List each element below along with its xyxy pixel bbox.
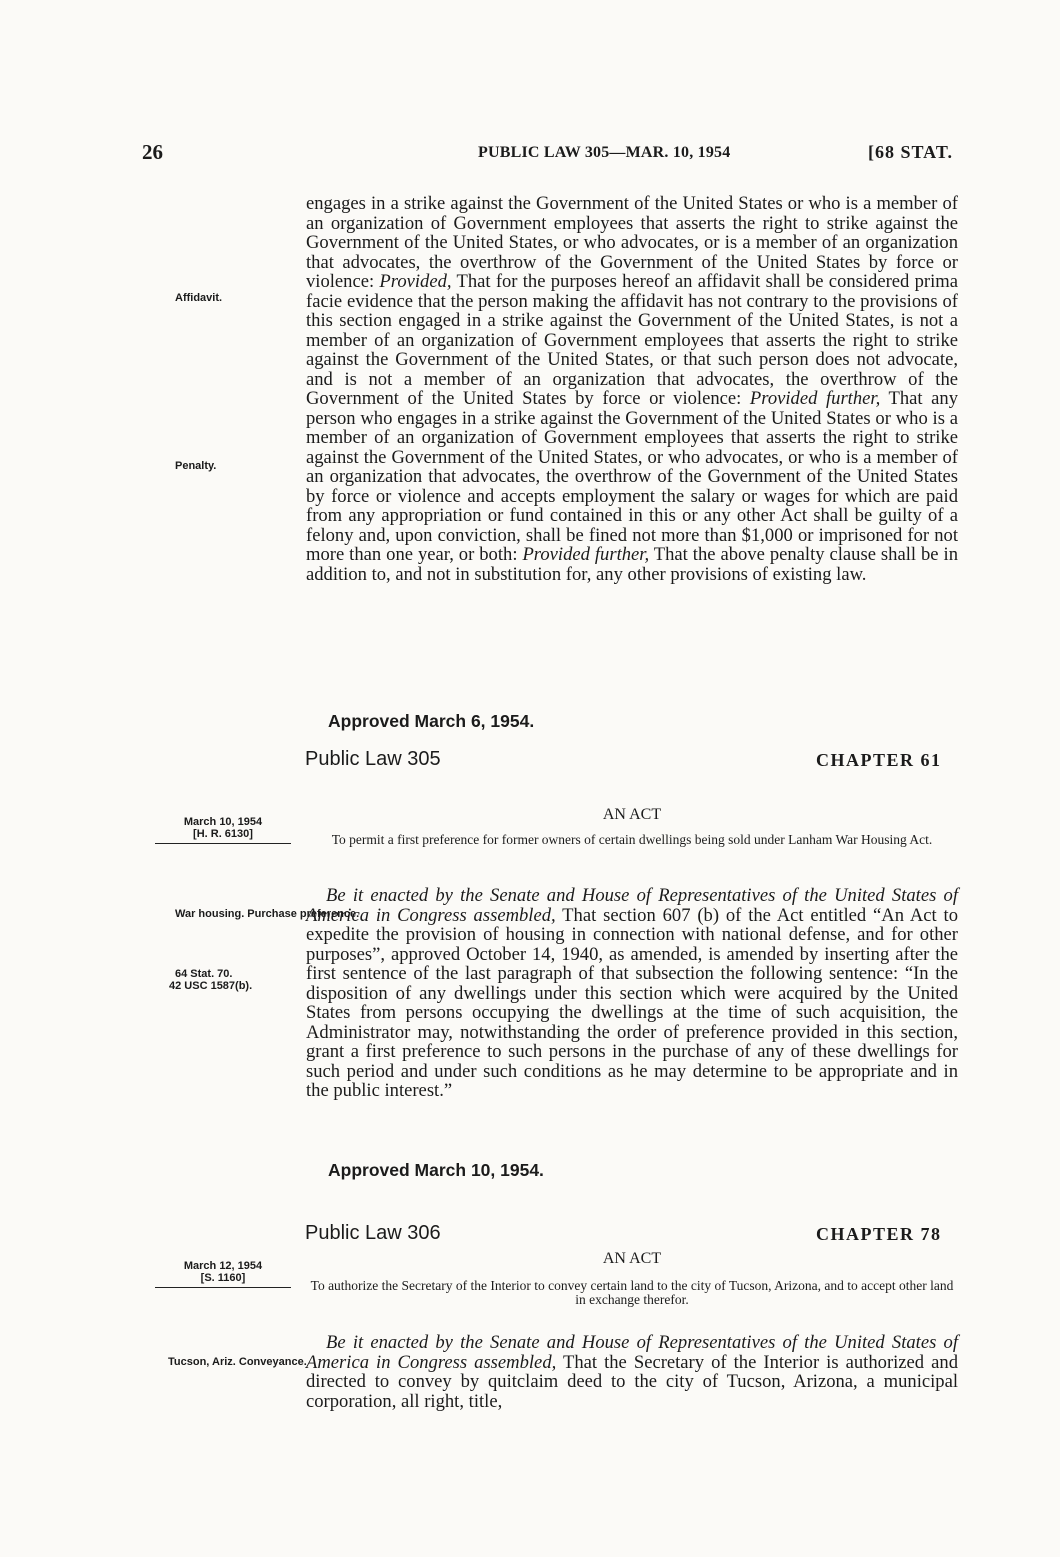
- margin-note-tucson: Tucson, Ariz. Conveyance.: [168, 1356, 307, 1368]
- margin-note-affidavit: Affidavit.: [175, 292, 223, 304]
- margin-note-usc: 42 USC 1587(b).: [169, 980, 253, 992]
- approval-date-1: Approved March 6, 1954.: [328, 711, 535, 731]
- statute-reference: [68 STAT.: [868, 142, 954, 162]
- approval-date-2: Approved March 10, 1954.: [328, 1160, 544, 1180]
- law-306-an-act: AN ACT: [602, 1250, 662, 1267]
- law-306-purpose: To authorize the Secretary of the Interior to convey certain land to the city of Tucson, Arizona, and to accept other land in exchange therefor.: [310, 1278, 954, 1307]
- page-number: 26: [142, 140, 163, 164]
- law-305-bill: [H. R. 6130]: [193, 828, 253, 840]
- bleed-through-mark: [180, 365, 183, 380]
- law-305-body: [306, 886, 958, 1101]
- page-header: [0, 140, 1060, 170]
- law-306-body: [306, 1333, 958, 1411]
- continuation-text: [306, 194, 958, 584]
- law-305-paragraph: Be it enacted by the Senate and House of Representatives of the United States of America in Congress assembled, That section 607 (b) of the Act entitled “An Act to expedite the provision of housing in connection with national defense, and for other purposes”, approved October 14, 1940, as amended, is amended by inserting after the first sentence of the last paragraph of that subsection the following sentence: “In the disposition of any dwellings under this section which were acquired by the United States from persons occupying the dwellings at the time of such acquisition, the Administrator may, notwithstanding the order of preference provided in this section, grant a first preference to such persons in the purchase of any of these dwellings for such period and under such conditions as he may determine to be appropriate and in the public interest.”: [306, 885, 958, 1101]
- margin-note-penalty: Penalty.: [175, 460, 217, 472]
- margin-note-war-housing: War housing. Purchase preference.: [175, 908, 360, 920]
- chapter-61-label: CHAPTER 61: [816, 750, 942, 770]
- law-305-date-box: [155, 816, 291, 844]
- law-306-paragraph: Be it enacted by the Senate and House of Representatives of the United States of America in Congress assembled, That the Secretary of the Interior is authorized and directed to convey by quitclaim deed to the city of Tucson, Arizona, a municipal corporation, all right, title,: [306, 1332, 958, 1412]
- public-law-306-title: Public Law 306: [305, 1222, 441, 1244]
- law-306-date: March 12, 1954: [183, 1260, 263, 1272]
- margin-note-citation: 64 Stat. 70.: [175, 968, 233, 980]
- law-306-bill: [S. 1160]: [200, 1272, 246, 1284]
- law-306-date-box: [155, 1260, 291, 1288]
- public-law-305-title: Public Law 305: [305, 748, 441, 770]
- law-305-an-act: AN ACT: [602, 806, 662, 823]
- law-305-date: March 10, 1954: [183, 816, 263, 828]
- chapter-78-label: CHAPTER 78: [816, 1224, 942, 1244]
- running-title: PUBLIC LAW 305—MAR. 10, 1954: [478, 144, 731, 161]
- continuation-paragraph: engages in a strike against the Government of the United States or who is a member of an organization of Government employees that asserts the right to strike against the Government of the United States, or who advocates, or is a member of an organization that advocates, the overthrow of the Government of the United States by force or violence: Provided, That for the purposes hereof an affidavit shall be considered prima facie evidence that the person making the affidavit has not contrary to the provisions of this section engaged in a strike against the Government of the United States, is not a member of an organization of Government employees that asserts the right to strike against the Government of the United States, or that such person does not advocate, and is not a member of an organization that advocates, the overthrow of the Government of the United States by force or violence: Provided further, That any person who engages in a strike against the Government of the United States or who is a member of an organization of Government employees that asserts the right to strike against the Government of the United States, or who advocates, or who is a member of an organization that advocates, the overthrow of the Government of the United States by force or violence and accepts employment the salary or wages for which are paid from any appropriation or fund contained in this or any other Act shall be guilty of a felony and, upon conviction, shall be fined not more than $1,000 or imprisoned for not more than one year, or both: Provided further, That the above penalty clause shall be in addition to, and not in substitution for, any other provisions of existing law.: [306, 193, 958, 585]
- law-305-purpose: To permit a first preference for former owners of certain dwellings being sold under Lanham War Housing Act.: [331, 832, 933, 847]
